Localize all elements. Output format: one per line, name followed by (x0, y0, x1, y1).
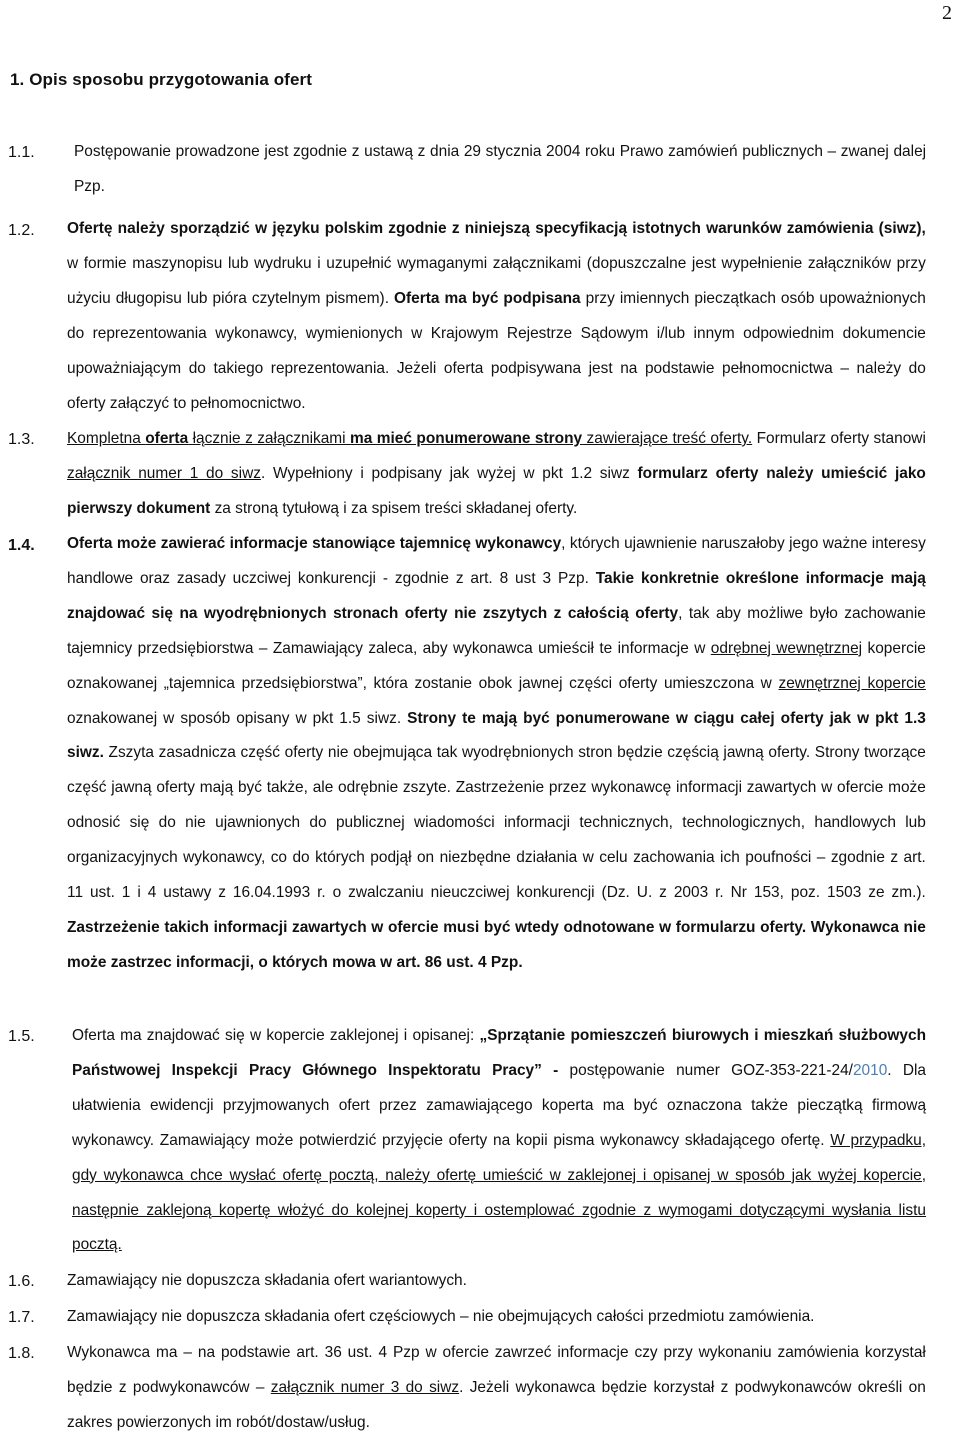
section-heading: 1. Opis sposobu przygotowania ofert (10, 70, 312, 89)
paragraph-1-8-text-2: . Jeżeli wykonawca będzie korzystał z podwykonawców określi on zakres powierzonych im robót/dostaw/usług. (67, 1378, 926, 1431)
paragraph-1-5-text-1: Oferta ma znajdować się w kopercie zaklejonej i opisanej: (72, 1027, 480, 1044)
item-number-1-3: 1.3. (8, 431, 35, 448)
paragraph-1-3-underlined-4: załącznik numer 1 do siwz (67, 464, 261, 482)
page-number: 2 (942, 2, 952, 24)
paragraph-1-8 (67, 1336, 926, 1441)
paragraph-1-2-text-2: przy imiennych pieczątkach osób upoważnionych do reprezentowania wykonawcy, wymienionych w Krajowym Rejestrze Sądowym i/lub innym odpowiednim dokumencie upoważniającym do takiego reprezentowania. Jeżeli oferta podpisywana jest na podstawie pełnomocnictwa – należy do oferty załączyć to pełnomocnictwo. (67, 289, 926, 412)
paragraph-1-1 (74, 135, 926, 205)
paragraph-1-7-text: Zamawiający nie dopuszcza składania ofert częściowych – nie obejmujących całości przedmiotu zamówienia. (67, 1308, 815, 1325)
paragraph-1-4-text-4: oznakowanej w sposób opisany w pkt 1.5 siwz. (67, 709, 408, 727)
paragraph-1-5-bold-1: „Sprzątanie pomieszczeń biurowych i mieszkań służbowych Państwowej Inspekcji Pracy Głównego Inspektoratu Pracy” - (72, 1027, 927, 1079)
paragraph-1-2-bold-1: Ofertę należy sporządzić w języku polskim zgodnie z niniejszą specyfikacją istotnych warunków zamówienia (siwz), (67, 220, 926, 237)
paragraph-1-8-underlined-1: załącznik numer 3 do siwz (270, 1378, 460, 1396)
paragraph-1-5-highlight: 2010 (852, 1061, 888, 1079)
paragraph-1-2-text-1: w formie maszynopisu lub wydruku i uzupełnić wymaganymi załącznikami (dopuszczalne jest wypełnienie załączników przy użyciu długopisu lub pióra czytelnym pismem). (67, 254, 926, 307)
paragraph-1-4-text-1: , których ujawnienie naruszałoby jego ważne interesy handlowe oraz zasady uczciwej konkurencji - zgodnie z art. 8 ust 3 Pzp. (67, 535, 926, 587)
paragraph-1-3-underlined-bold-1: oferta (145, 430, 189, 447)
paragraph-1-3 (67, 422, 926, 527)
paragraph-1-4-underlined-2: zewnętrznej kopercie (778, 674, 926, 692)
paragraph-1-4-bold-2: Takie konkretnie określone informacje mają znajdować się na wyodrębnionych stronach oferty nie zszytych z całością oferty (67, 569, 926, 622)
paragraph-1-8-text-1: Wykonawca ma – na podstawie art. 36 ust. 4 Pzp w ofercie zawrzeć informacje czy przy wykonaniu zamówienia korzystał będzie z podwykonawców – (67, 1344, 926, 1396)
paragraph-1-4-text-3: kopercie oznakowanej „tajemnica przedsiębiorstwa”, która zostanie obok jawnej części oferty umieszczona w (67, 639, 926, 692)
paragraph-1-3-underlined-2: łącznie z załącznikami (188, 430, 351, 447)
paragraph-1-3-underlined-bold-2: ma mieć ponumerowane strony (350, 430, 583, 447)
paragraph-1-5-text-3: . Dla ułatwienia ewidencji przyjmowanych ofert przez zamawiającego koperta ma być oznaczona także pieczątką firmową wykonawcy. Zamawiający może potwierdzić przyjęcie oferty na kopii pisma wykonawcy składającego ofertę. (72, 1061, 927, 1149)
paragraph-1-6 (67, 1264, 926, 1299)
paragraph-1-4-text-2: , tak aby możliwe było zachowanie tajemnicy przedsiębiorstwa – Zamawiający zaleca, aby wykonawca umieścił te informacje w (67, 604, 926, 657)
paragraph-1-3-text-3: za stroną tytułową i za spisem treści składanej oferty. (210, 499, 578, 517)
item-number-1-6: 1.6. (8, 1273, 35, 1290)
paragraph-1-5 (72, 1019, 926, 1263)
paragraph-1-4-bold-1: Oferta może zawierać informacje stanowiące tajemnicę wykonawcy (67, 535, 562, 552)
paragraph-1-4 (67, 527, 926, 981)
paragraph-1-3-underlined-3: zawierające treść oferty. (582, 430, 753, 447)
item-number-1-2: 1.2. (8, 222, 35, 239)
paragraph-1-3-bold-1: formularz oferty należy umieścić jako pierwszy dokument (67, 464, 926, 517)
paragraph-1-4-text-5: Zszyta zasadnicza część oferty nie obejmująca tak wyodrębnionych stron będzie częścią jawną oferty. Strony tworzące część jawną oferty mają być także, ale odrębnie zszyte. Zastrzeżenie przez wykonawcę informacji zawartych w ofercie może odnosić się do nie ujawnionych do publicznej wiadomości informacji technicznych, technologicznych, handlowych lub organizacyjnych wykonawcy, co do których podjął on niezbędne działania w celu zachowania ich poufności – zgodnie z art. 11 ust. 1 i 4 ustawy z 16.04.1993 r. o zwalczaniu nieuczciwej konkurencji (Dz. U. z 2003 r. Nr 153, poz. 1503 ze zm.). (67, 744, 926, 902)
paragraph-1-5-text-2: postępowanie numer GOZ-353-221-24/ (558, 1061, 853, 1079)
item-number-1-7: 1.7. (8, 1309, 35, 1326)
paragraph-1-5-underlined-1: W przypadku, gdy wykonawca chce wysłać ofertę pocztą, należy ofertę umieścić w zaklejonej i opisanej w sposób jak wyżej kopercie, następnie zaklejoną kopertę włożyć do kolejnej koperty i ostemplować zgodnie z wymogami dotyczącymi wysłania listu pocztą. (72, 1131, 927, 1254)
paragraph-1-3-underlined-1: Kompletna (67, 430, 146, 447)
paragraph-1-1-text: Postępowanie prowadzone jest zgodnie z ustawą z dnia 29 stycznia 2004 roku Prawo zamówień publicznych – zwanej dalej Pzp. (74, 143, 927, 195)
paragraph-1-2 (67, 212, 926, 421)
item-number-1-8: 1.8. (8, 1345, 35, 1362)
paragraph-1-3-text-2: . Wypełniony i podpisany jak wyżej w pkt 1.2 siwz (260, 464, 638, 482)
item-number-1-1: 1.1. (8, 144, 35, 161)
paragraph-1-6-text: Zamawiający nie dopuszcza składania ofert wariantowych. (67, 1272, 467, 1289)
paragraph-1-4-bold-3: Strony te mają być ponumerowane w ciągu całej oferty jak w pkt 1.3 siwz. (67, 709, 926, 762)
item-number-1-5: 1.5. (8, 1028, 35, 1045)
paragraph-1-7 (67, 1300, 926, 1335)
paragraph-1-4-underlined-1: odrębnej wewnętrznej (710, 639, 863, 657)
paragraph-1-3-text-1: Formularz oferty stanowi (752, 430, 926, 447)
paragraph-1-4-bold-4: Zastrzeżenie takich informacji zawartych w ofercie musi być wtedy odnotowane w formularzu oferty. Wykonawca nie może zastrzec informacji, o których mowa w art. 86 ust. 4 Pzp. (67, 918, 926, 971)
item-number-1-4: 1.4. (8, 537, 35, 554)
paragraph-1-2-bold-2: Oferta ma być podpisana (393, 289, 581, 307)
